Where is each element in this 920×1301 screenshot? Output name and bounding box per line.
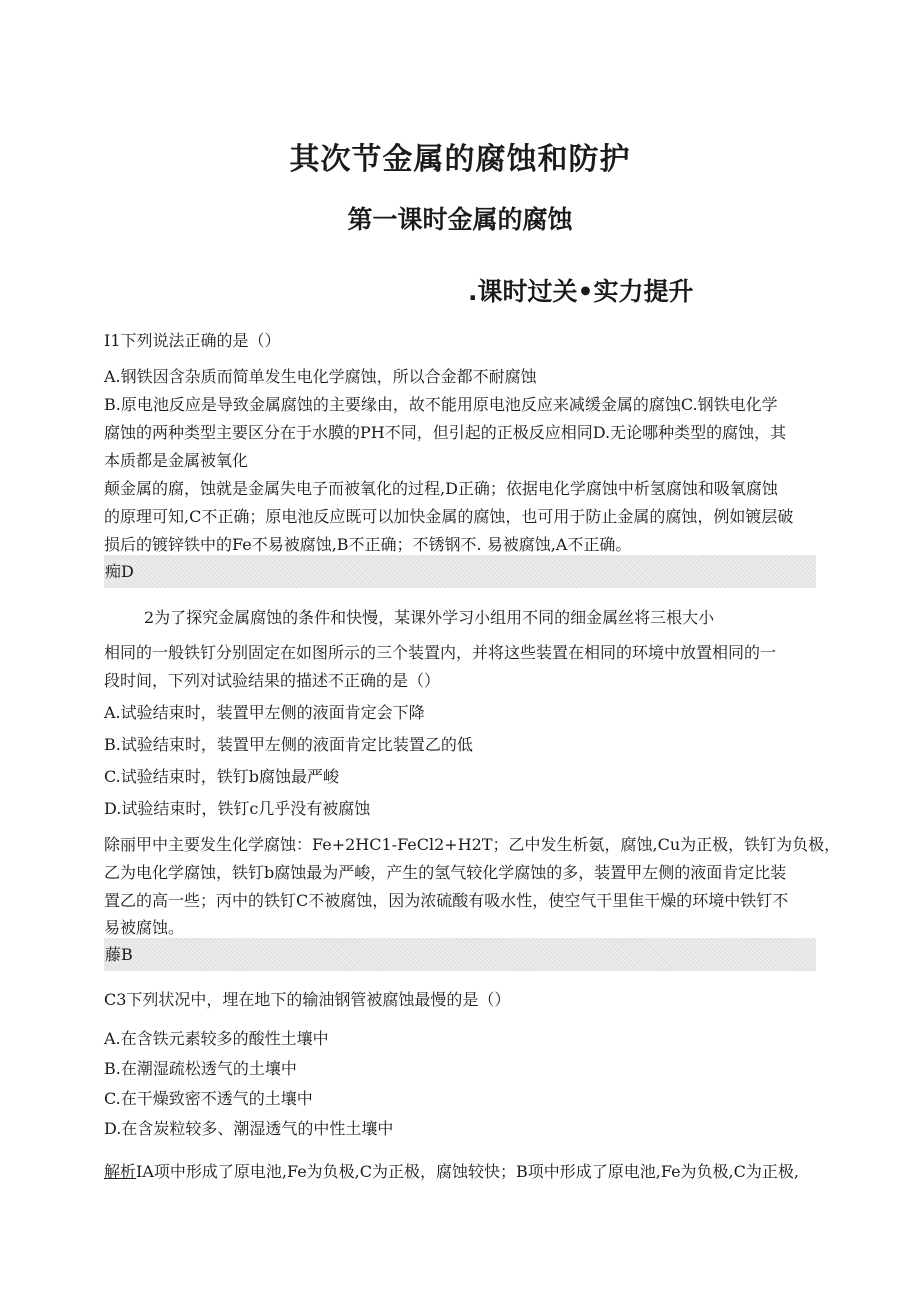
- q1-analysis-line: 的原理可知,C不正确；原电池反应既可以加快金属的腐蚀，也可用于防止金属的腐蚀，例如镀层破: [104, 507, 794, 526]
- q2-option-a: A.试验结束时，装置甲左侧的液面肯定会下降: [104, 703, 425, 722]
- q2-analysis-line: 易被腐蚀。: [104, 918, 185, 937]
- q1-option-line: 本质都是金属被氧化: [104, 451, 249, 470]
- q1-analysis-line: 颠金属的腐，蚀就是金属失电子而被氧化的过程,D正确；依据电化学腐蚀中析氢腐蚀和吸氧腐蚀: [104, 479, 778, 498]
- q3-analysis-line: [104, 1162, 799, 1182]
- q2-analysis-line: 除丽甲中主要发生化学腐蚀：Fe+2HC1-FeCl2+H2T；乙中发生析氨，腐蚀,Cu为正极，铁钉为负极，: [104, 835, 841, 854]
- q1-option-line: 腐蚀的两种类型主要区分在于水膜的PH不同，但引起的正极反应相同D.无论哪种类型的腐蚀，其: [104, 423, 787, 442]
- analysis-label: 解析: [104, 1162, 137, 1181]
- q3-stem: C3下列状况中，埋在地下的输油钢管被腐蚀最慢的是（）: [104, 990, 511, 1009]
- q1-option-a: A.钢铁因含杂质而简单发生电化学腐蚀，所以合金都不耐腐蚀: [104, 367, 537, 386]
- q2-stem-line: 相同的一般铁钉分别固定在如图所示的三个装置内，并将这些装置在相同的环境中放置相同的一: [104, 643, 777, 662]
- q3-option-d: D.在含炭粒较多、潮湿透气的中性土壤中: [104, 1119, 394, 1138]
- q2-stem: 2为了探究金属腐蚀的条件和快慢，某课外学习小组用不同的细金属丝将三根大小: [144, 608, 715, 627]
- q3-option-b: B.在潮湿疏松透气的土壤中: [104, 1059, 297, 1078]
- q2-analysis-line: 乙为电化学腐蚀，铁钉b腐蚀最为严峻，产生的氢气较化学腐蚀的多，装置甲左侧的液面肯定比装: [104, 863, 787, 882]
- q2-stem-line: 段时间，下列对试验结果的描述不正确的是（）: [104, 671, 441, 690]
- q2-option-d: D.试验结束时，铁钉c几乎没有被腐蚀: [104, 799, 371, 818]
- q2-option-b: B.试验结束时，装置甲左侧的液面肯定比装置乙的低: [104, 735, 473, 754]
- q2-answer: 藤B: [105, 945, 133, 964]
- q3-option-a: A.在含铁元素较多的酸性土壤中: [104, 1029, 329, 1048]
- q1-stem: I1下列说法正确的是（）: [104, 331, 281, 350]
- q1-answer-bar: [104, 555, 816, 588]
- q1-answer: 痴D: [105, 562, 134, 581]
- page-title: 其次节金属的腐蚀和防护: [289, 142, 631, 177]
- lesson-subtitle: 第一课时金属的腐蚀: [347, 205, 573, 234]
- section-heading: .课时过关•实力提升: [468, 277, 694, 306]
- q1-analysis-line: 损后的镀锌铁中的Fe不易被腐蚀,B不正确；不锈钢不. 易被腐蚀,A不正确。: [104, 535, 632, 554]
- q2-option-c: C.试验结束时，铁钉b腐蚀最严峻: [104, 767, 340, 786]
- q3-option-c: C.在干燥致密不透气的土壤中: [104, 1089, 313, 1108]
- q1-option-b: B.原电池反应是导致金属腐蚀的主要缘由，故不能用原电池反应来减缓金属的腐蚀C.钢铁电化学: [104, 395, 778, 414]
- q2-answer-bar: [104, 938, 816, 971]
- q3-analysis-text: IA项中形成了原电池,Fe为负极,C为正极，腐蚀较快；B项中形成了原电池,Fe为负极,C为正极,: [136, 1162, 799, 1181]
- q2-analysis-line: 置乙的高一些；丙中的铁钉C不被腐蚀，因为浓硫酸有吸水性，使空气干里隹干燥的环境中铁钉不: [104, 891, 789, 910]
